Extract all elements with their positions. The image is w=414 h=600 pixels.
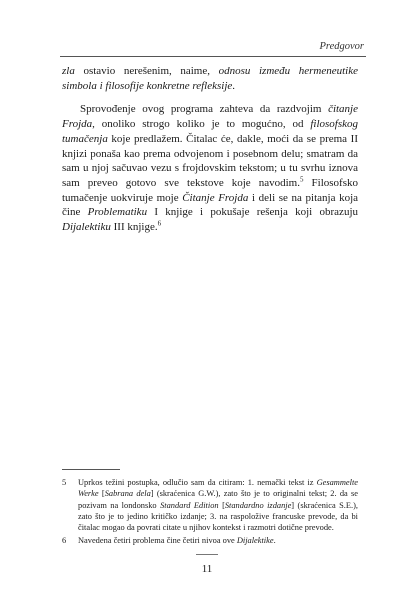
footnote-text <box>78 477 358 533</box>
italic-text: Čitanje Frojda <box>182 191 249 204</box>
text-fragment: koje predlažem. Čitalac će, dakle, moći da se prema II knjizi ponaša kao prema odvojenom i posebnom delu; smatram da sam u njoj sačuvao vezu s frojdovskim tekstom; u tu svrhu iznova sam preveo gotovo sve tekstove koje navodim. <box>62 132 358 189</box>
italic-text: Standardno izdanje <box>224 500 292 510</box>
italic-text: čitanje Frojda <box>62 103 358 131</box>
text-fragment: [ <box>218 500 225 510</box>
text-fragment: Uprkos težini postupka, odlučio sam da citiram: 1. nemački tekst iz <box>78 478 317 487</box>
italic-text: Dijalektike <box>236 536 274 546</box>
page-number-rule <box>196 554 218 555</box>
paragraph-2 <box>62 102 358 234</box>
text-fragment: Navedena četiri problema čine četiri nivoa ove <box>78 536 237 546</box>
text-fragment: Filosofsko tumačenje uokviruje moje <box>62 176 358 204</box>
text-fragment: ] (skraćenica S.E.), zato što je to jedino kritičko izdanje; 3. na raspoložive francuske prevode, da bi čitalac mogao da povrati citate u njihov kontekst i razmotri dotične prevode. <box>78 500 358 533</box>
running-head: Predgovor <box>319 41 364 52</box>
footnote-6 <box>62 535 358 546</box>
footnote-number: 5 <box>62 478 67 487</box>
italic-text: Sabrana dela <box>104 489 151 499</box>
italic-text: Problematiku <box>87 206 148 219</box>
text-fragment: III knjige. <box>110 221 158 234</box>
text-fragment: . <box>273 536 276 546</box>
body-text <box>62 64 358 235</box>
text-fragment: ostavio nerešenim, naime, <box>74 65 219 77</box>
text-fragment: i deli se na pitanja koja čine <box>62 191 359 219</box>
italic-text: filosofskog tumačenja <box>62 118 358 145</box>
text-fragment: ] (skraćenica G.W.), zato što je to originalni tekst; 2. da se pozivam na londonsko <box>78 489 358 510</box>
italic-text: Dijalektiku <box>62 221 111 234</box>
paragraph-1 <box>62 64 358 93</box>
footnote-reference: 5 <box>299 175 304 184</box>
text-fragment: [ <box>98 489 105 499</box>
italic-text: odnosu između hermeneutike simbola i filosofije konkretne refleksije <box>62 65 358 92</box>
text-fragment: , onoliko strogo koliko je to mogućno, od <box>92 118 311 131</box>
footnote-text <box>78 535 358 546</box>
footnote-rule <box>62 469 120 470</box>
footnote-reference: 6 <box>157 219 162 228</box>
footnote-number: 6 <box>62 536 67 546</box>
italic-text: zla <box>62 65 75 77</box>
footnote-5 <box>62 477 358 533</box>
text-fragment: Sprovođenje ovog programa zahteva da razdvojim <box>80 103 329 116</box>
italic-text: Gesammelte Werke <box>78 478 358 499</box>
text-fragment: I knjige i pokušaje rešenja koji obrazuju <box>147 206 358 219</box>
header-rule <box>60 56 366 57</box>
page-number: 11 <box>201 563 213 575</box>
text-fragment: . <box>232 79 236 92</box>
footnotes <box>62 477 358 547</box>
italic-text: Standard Edition <box>160 500 219 510</box>
